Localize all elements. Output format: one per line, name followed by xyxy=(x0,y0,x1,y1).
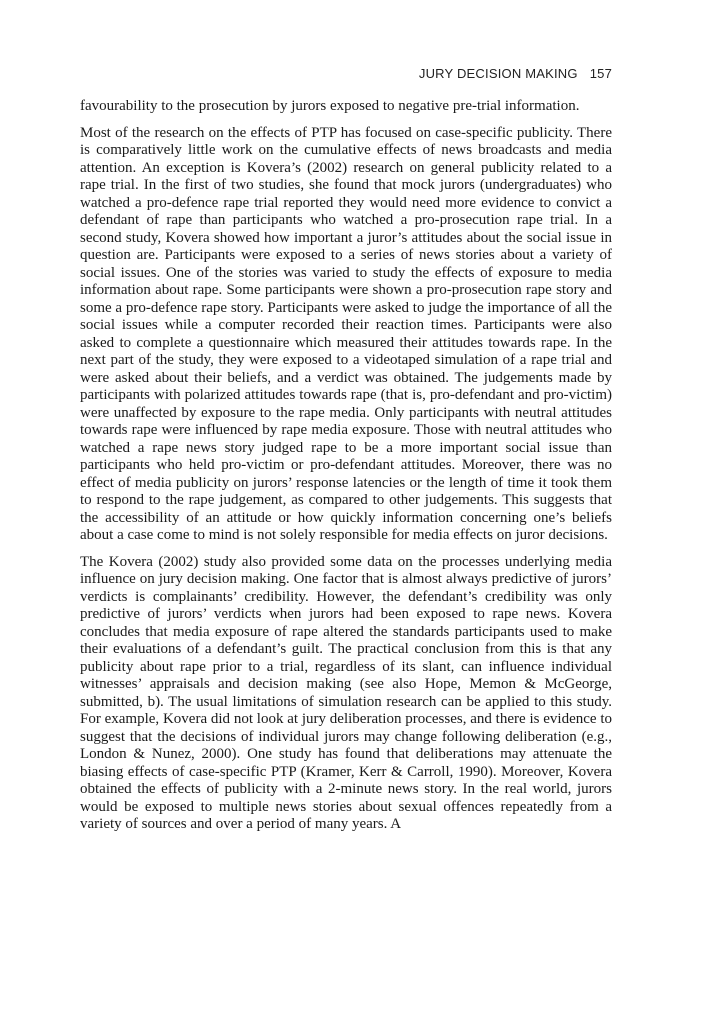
paragraph-continuation: favourability to the prosecution by jurors exposed to negative pre-trial information. xyxy=(80,98,580,114)
page-number: 157 xyxy=(589,66,612,81)
paragraph-kovera-processes: The Kovera (2002) study also provided some data on the processes underlying media influence on jury decision making. One factor that is almost always predictive of jurors’ verdicts is complainants’ credibility. However, the defendant’s credibility was only predictive of jurors’ verdicts when jurors had been exposed to rape news. Kovera concludes that media exposure of rape altered the standards participants used to make their evaluations of a defendant’s guilt. The practical conclusion from this is that any publicity about rape prior to a trial, regardless of its slant, can influence individual witnesses’ appraisals and decision making (see also Hope, Memon & McGeorge, submitted, b). The usual limitations of simulation research can be applied to this study. For example, Kovera did not look at jury deliberation processes, and there is evidence to suggest that the decisions of individual jurors may change following deliberation (e.g., London & Nunez, 2000). One study has found that deliberations may attenuate the biasing effects of case-specific PTP (Kramer, Kerr & Carroll, 1990). Moreover, Kovera obtained the effects of publicity with a 2-minute news story. In the real world, jurors would be exposed to multiple news stories about sexual offences repeatedly from a variety of sources and over a period of many years. A xyxy=(80,553,612,832)
running-head xyxy=(419,66,612,81)
paragraph-ptp-research: Most of the research on the effects of PTP has focused on case-specific publicity. There is comparatively little work on the cumulative effects of news broadcasts and media attention. An exception is Kovera’s (2002) research on general publicity related to a rape trial. In the first of two studies, she found that mock jurors (undergraduates) who watched a pro-defence rape trial reported they would need more evidence to convict a defendant of rape than participants who watched a pro-prosecution rape trial. In a second study, Kovera showed how important a juror’s attitudes about the social issue in question are. Participants were exposed to a series of news stories about a variety of social issues. One of the stories was varied to study the effects of exposure to media information about rape. Some participants were shown a pro-prosecution rape story and some a pro-defence rape story. Participants were asked to judge the importance of all the social issues while a computer recorded their reaction times. Participants were also asked to complete a questionnaire which measured their attitudes towards rape. In the next part of the study, they were exposed to a videotaped simulation of a rape trial and were asked about their beliefs, and a verdict was obtained. The judgements made by participants with polarized attitudes towards rape (that is, pro-defendant and pro-victim) were unaffected by exposure to the rape media. Only participants with neutral attitudes towards rape were influenced by rape media exposure. Those with neutral attitudes who watched a rape news story judged rape to be a more important social issue than participants who held pro-victim or pro-defendant attitudes. Moreover, there was no effect of media publicity on jurors’ response latencies or the length of time it took them to respond to the rape judgement, as compared to other judgements. This suggests that the accessibility of an attitude or how quickly information concerning one’s beliefs about a case come to mind is not solely responsible for media effects on juror decisions. xyxy=(80,124,612,543)
running-title: JURY DECISION MAKING xyxy=(418,66,578,81)
body-text xyxy=(80,98,612,843)
